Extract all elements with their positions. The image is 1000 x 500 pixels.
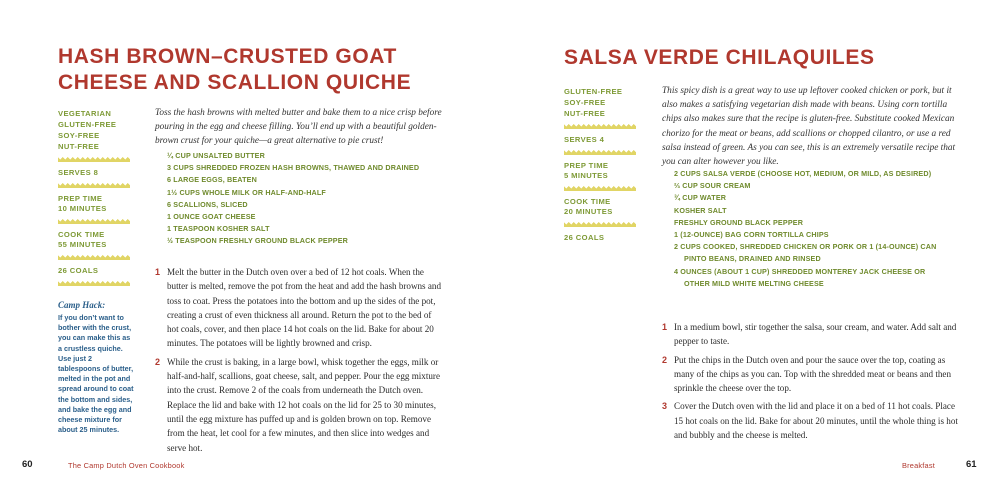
- step-number: 2: [662, 354, 668, 365]
- ingredient-item: ¾ CUP WATER: [674, 193, 727, 203]
- zigzag-divider: [564, 124, 636, 129]
- recipe-sidebar: [58, 108, 134, 435]
- step-text: While the crust is baking, in a large bowl, whisk together the eggs, milk or half-and-half, scallions, goat cheese, salt, and pepper. Pour the egg mixture into the crust. Remove 2 of the coals from underneath the Dutch oven. Replace the lid and bake with 12 hot coals on the lid for 25 to 30 minutes, until the egg mixture has puffed up and is golden brown on top. Remove from the heat, let cool for a few minutes, and then slice into wedges and serve hot.: [167, 356, 440, 453]
- step-text: In a medium bowl, stir together the salsa, sour cream, and water. Add salt and pepper to taste.: [674, 322, 957, 347]
- ingredient-item: 2 CUPS COOKED, SHREDDED CHICKEN OR PORK OR 1 (14-OUNCE) CAN PINTO BEANS, DRAINED AND RINSED: [674, 242, 937, 264]
- diet-tag: SOY-FREE: [58, 131, 100, 140]
- diet-tag: NUT-FREE: [564, 109, 606, 118]
- serves: SERVES 8: [58, 168, 99, 177]
- step-item: [662, 320, 962, 349]
- recipe-title: HASH BROWN–CRUSTED GOAT CHEESE AND SCALLION QUICHE: [58, 45, 412, 94]
- prep-time-label: PREP TIME: [58, 194, 103, 203]
- zigzag-divider: [58, 183, 130, 188]
- zigzag-divider: [564, 150, 636, 155]
- prep-time-value: 5 MINUTES: [564, 171, 609, 180]
- diet-tag: NUT-FREE: [58, 142, 100, 151]
- ingredient-item: FRESHLY GROUND BLACK PEPPER: [674, 217, 804, 227]
- step-number: 3: [662, 401, 668, 412]
- coals-count: 26 COALS: [58, 266, 99, 275]
- ingredient-item: 1½ CUPS WHOLE MILK OR HALF-AND-HALF: [167, 187, 326, 197]
- serves: SERVES 4: [564, 135, 605, 144]
- recipe-intro: This spicy dish is a great way to use up leftover cooked chicken or pork, but it also makes a satisfying vegetarian dish made with beans. Using corn tortilla chips also makes sure that the recipe is gluten-free. Substitute cooked Mexican chorizo for the meat or beans, add scallions or chopped cilantro, or use a red salsa instead of green. As you can see, this is an extremely versatile recipe that you can alter however you like.: [662, 86, 956, 168]
- diet-tag: VEGETARIAN: [58, 109, 112, 118]
- zigzag-divider: [58, 219, 130, 224]
- step-list: [662, 320, 962, 446]
- recipe-sidebar: [564, 86, 644, 243]
- ingredient-item: KOSHER SALT: [674, 205, 727, 215]
- ingredient-item: ¼ CUP UNSALTED BUTTER: [167, 151, 265, 160]
- ingredient-item: 2 CUPS SALSA VERDE (CHOOSE HOT, MEDIUM, OR MILD, AS DESIRED): [674, 169, 932, 178]
- cook-time-label: COOK TIME: [58, 230, 105, 239]
- recipe-title: SALSA VERDE CHILAQUILES: [564, 46, 875, 69]
- ingredient-list: [674, 168, 944, 290]
- page-number: 61: [966, 459, 977, 470]
- diet-tag: GLUTEN-FREE: [58, 120, 117, 129]
- prep-time-label: PREP TIME: [564, 161, 609, 170]
- step-number: 2: [155, 356, 161, 367]
- cook-time-label: COOK TIME: [564, 197, 611, 206]
- ingredient-item: 6 LARGE EGGS, BEATEN: [167, 175, 257, 185]
- ingredient-item: 4 OUNCES (ABOUT 1 CUP) SHREDDED MONTEREY JACK CHEESE OR OTHER MILD WHITE MELTING CHEESE: [674, 266, 926, 288]
- zigzag-divider: [564, 222, 636, 227]
- ingredient-item: 1 (12-OUNCE) BAG CORN TORTILLA CHIPS: [674, 230, 829, 240]
- cook-time-value: 20 MINUTES: [564, 207, 613, 216]
- camp-hack-title: Camp Hack:: [58, 300, 106, 310]
- recipe-intro: Toss the hash browns with melted butter and bake them to a nice crisp before pouring in the egg and cheese filling. You’ll end up with a beautiful golden-brown crust for your quiche—a great alternative to pie crust!: [155, 108, 442, 147]
- ingredient-item: 6 SCALLIONS, SLICED: [167, 199, 248, 209]
- step-text: Melt the butter in the Dutch oven over a bed of 12 hot coals. When the butter is melted, remove the pot from the heat and add the hash browns and toss to coat. Press the potatoes into the bottom and up the sides of the pot, creating a crust of even thickness all around. Return the pot to the bed of hot coals, cover, and then place 14 hot coals on the lid. Bake for about 20 minutes. The potatoes will be lightly browned and crisp.: [167, 267, 441, 349]
- diet-tag: SOY-FREE: [564, 98, 606, 107]
- ingredient-item: 1 TEASPOON KOSHER SALT: [167, 224, 270, 234]
- zigzag-divider: [58, 157, 130, 162]
- diet-tag: GLUTEN-FREE: [564, 87, 623, 96]
- ingredient-item: ⅔ CUP SOUR CREAM: [674, 181, 751, 191]
- ingredient-item: 3 CUPS SHREDDED FROZEN HASH BROWNS, THAWED AND DRAINED: [167, 163, 420, 173]
- ingredient-list: [167, 150, 437, 248]
- zigzag-divider: [564, 186, 636, 191]
- ingredient-item: 1 OUNCE GOAT CHEESE: [167, 212, 256, 222]
- zigzag-divider: [58, 255, 130, 260]
- step-item: [155, 355, 445, 455]
- step-list: [155, 265, 445, 459]
- ingredient-item: ½ TEASPOON FRESHLY GROUND BLACK PEPPER: [167, 236, 349, 246]
- prep-time-value: 10 MINUTES: [58, 204, 107, 213]
- right-page: [500, 0, 1000, 500]
- step-text: Put the chips in the Dutch oven and pour the sauce over the top, coating as many of the chips as you can. Top with the shredded meat or beans and then sprinkle the cheese over the top.: [674, 354, 951, 394]
- cook-time-value: 55 MINUTES: [58, 240, 107, 249]
- step-item: [662, 353, 962, 396]
- coals-count: 26 COALS: [564, 233, 605, 242]
- step-item: [155, 265, 445, 351]
- zigzag-divider: [58, 281, 130, 286]
- step-number: 1: [662, 322, 668, 332]
- page-number: 60: [22, 459, 33, 470]
- camp-hack-text: If you don’t want to bother with the crust, you can make this as a crustless quiche. Use just 2 tablespoons of butter, melted in the pot and spread around to coat the bottom and sides, and bake the egg and cheese mixture for about 25 minutes.: [58, 313, 134, 435]
- step-item: [662, 399, 962, 442]
- step-text: Cover the Dutch oven with the lid and place it on a bed of 11 hot coals. Place 15 hot coals on the lid. Bake for about 20 minutes, until the whole thing is hot and bubbly and the cheese is melted.: [674, 401, 958, 441]
- step-number: 1: [155, 267, 161, 277]
- running-head: The Camp Dutch Oven Cookbook: [68, 461, 185, 470]
- running-head: Breakfast: [902, 461, 936, 470]
